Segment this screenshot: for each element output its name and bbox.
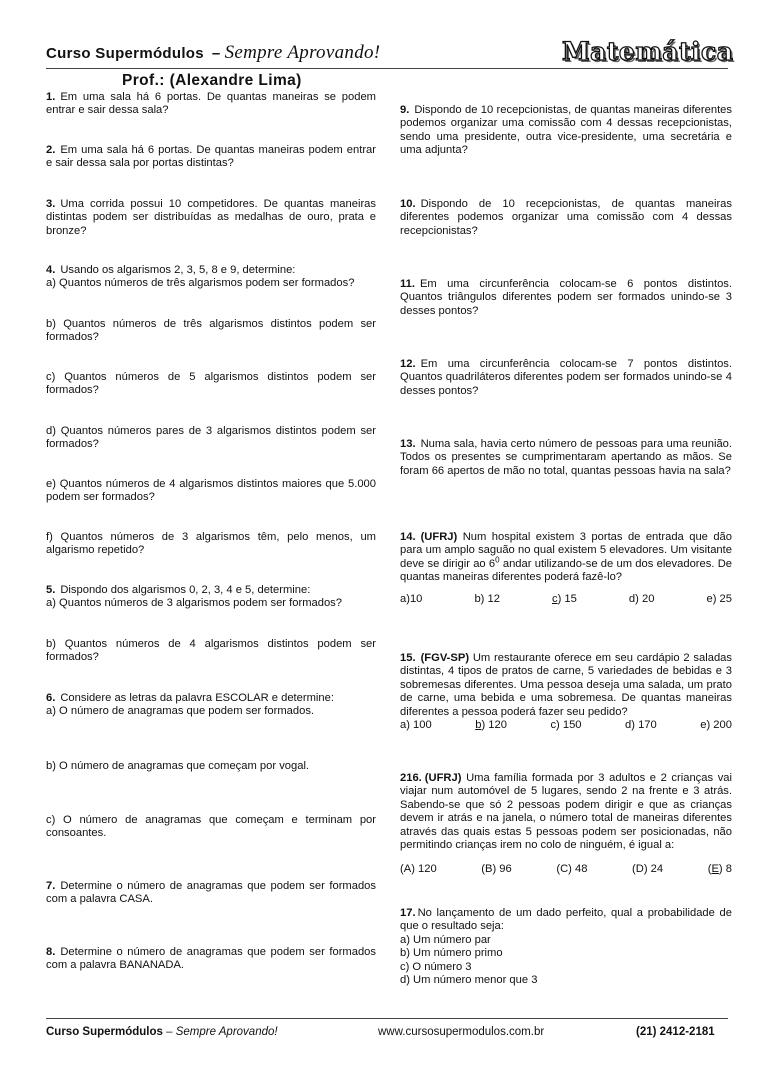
question-text: Em uma sala há 6 portas. De quantas maneiras se podem entrar e sair dessa sala? bbox=[46, 91, 376, 117]
question-11 bbox=[400, 278, 732, 318]
item-a: a) O número de anagramas que podem ser formados. bbox=[46, 705, 315, 718]
question-17 bbox=[400, 907, 732, 987]
question-number: 4. bbox=[46, 264, 56, 276]
item-b: b) O número de anagramas que começam por vogal. bbox=[46, 760, 310, 772]
question-source: (UFRJ) bbox=[424, 772, 462, 784]
subject-title: Matemática bbox=[562, 37, 734, 66]
option-b: b) 12 bbox=[474, 592, 500, 605]
question-number: 5. bbox=[46, 584, 56, 596]
question-text: Uma corrida possui 10 competidores. De quantas maneiras distintas podem ser distribuídas as medalhas de ouro, prata e bronze? bbox=[46, 198, 376, 237]
question-text: Um restaurante oferece em seu cardápio 2 saladas distintas, 4 tipos de pratos de carne, 5 variedades de bebidas e 3 sobremesas diferentes. Uma pessoa deseja uma salada, um prato de carne, uma bebida e uma sobremesa. De quantas maneiras diferentes a pessoa poderá fazer seu pedido? bbox=[400, 652, 732, 718]
question-4 bbox=[46, 264, 376, 291]
item-c: c) O número 3 bbox=[400, 960, 472, 973]
option-c: c) 150 bbox=[550, 719, 582, 732]
item-b: b) Quantos números de 4 algarismos distintos podem ser formados? bbox=[46, 638, 376, 664]
option-d: d) 20 bbox=[628, 592, 655, 605]
question-14 bbox=[400, 531, 732, 606]
question-number: 7. bbox=[46, 880, 56, 892]
header-dash: – bbox=[211, 45, 221, 62]
option-e: e) 25 bbox=[706, 592, 732, 605]
answer-options bbox=[400, 863, 732, 876]
question-8 bbox=[46, 946, 376, 973]
question-number: 14. bbox=[400, 531, 416, 543]
question-number: 3. bbox=[46, 198, 56, 210]
question-text: Dispondo de 10 recepcionistas, de quantas maneiras diferentes podemos organizar uma comissão com 4 dessas recepcionistas, sendo uma presidente, outra vice-presidente, uma secretária e uma adjunta? bbox=[400, 104, 732, 157]
question-text: Determine o número de anagramas que podem ser formados com a palavra BANANADA. bbox=[46, 946, 376, 972]
option-d: (D) 24 bbox=[632, 863, 664, 876]
question-3 bbox=[46, 198, 376, 238]
question-number: 2. bbox=[46, 144, 56, 156]
question-6 bbox=[46, 692, 376, 719]
question-number: 6. bbox=[46, 692, 56, 704]
question-4-c bbox=[46, 371, 376, 398]
item-e: e) Quantos números de 4 algarismos distintos maiores que 5.000 podem ser formados? bbox=[46, 478, 376, 504]
footer-course-name: Curso Supermódulos bbox=[46, 1026, 163, 1038]
option-e: e) 200 bbox=[700, 719, 732, 732]
question-4-f bbox=[46, 531, 376, 558]
question-number: 12. bbox=[400, 358, 416, 370]
item-d: d) Quantos números pares de 3 algarismos distintos podem ser formados? bbox=[46, 425, 376, 451]
question-10 bbox=[400, 198, 732, 238]
item-d: d) Um número menor que 3 bbox=[400, 974, 538, 987]
question-15 bbox=[400, 652, 732, 732]
question-12 bbox=[400, 358, 732, 398]
question-intro: No lançamento de um dado perfeito, qual a probabilidade de que o resultado seja: bbox=[400, 907, 732, 933]
question-text: Em uma circunferência colocam-se 6 pontos distintos. Quantos triângulos diferentes podem ser formados unindo-se 3 desses pontos? bbox=[400, 278, 732, 317]
question-number: 9. bbox=[400, 104, 410, 116]
question-4-b bbox=[46, 318, 376, 345]
question-number: 8. bbox=[46, 946, 56, 958]
question-5 bbox=[46, 584, 376, 611]
header-course bbox=[46, 42, 380, 64]
question-intro: Usando os algarismos 2, 3, 5, 8 e 9, determine: bbox=[60, 264, 296, 276]
course-name: Curso Supermódulos bbox=[46, 45, 204, 62]
option-d: d) 170 bbox=[625, 719, 657, 732]
option-b: b) 120 bbox=[475, 719, 507, 732]
question-source: (FGV-SP) bbox=[420, 652, 470, 664]
question-number: 11. bbox=[400, 278, 415, 290]
marked-letter: E bbox=[711, 863, 719, 876]
answer-options bbox=[400, 593, 732, 606]
question-text: Em uma circunferência colocam-se 7 pontos distintos. Quantos quadriláteros diferentes podem ser formados unindo-se 4 desses pontos? bbox=[400, 358, 732, 397]
question-6-c bbox=[46, 814, 376, 841]
question-number: 15. bbox=[400, 652, 416, 664]
question-2 bbox=[46, 144, 376, 171]
question-9 bbox=[400, 104, 732, 158]
marked-letter: c bbox=[552, 592, 558, 605]
question-intro: Dispondo dos algarismos 0, 2, 3, 4 e 5, determine: bbox=[60, 584, 311, 596]
item-a: a) Um número par bbox=[400, 933, 491, 946]
option-c: (C) 48 bbox=[556, 863, 588, 876]
item-f: f) Quantos números de 3 algarismos têm, pelo menos, um algarismo repetido? bbox=[46, 531, 376, 557]
question-number: 216. bbox=[400, 772, 422, 784]
question-text: Numa sala, havia certo número de pessoas para uma reunião. Todos os presentes se cumprimentaram apertando as mãos. Se foram 66 apertos de mão no total, quantas pessoas havia na sala? bbox=[400, 438, 732, 477]
question-number: 1. bbox=[46, 91, 56, 103]
question-text: Em uma sala há 6 portas. De quantas maneiras podem entrar e sair dessa sala por portas distintas? bbox=[46, 144, 376, 170]
footer-phone: (21) 2412-2181 bbox=[636, 1026, 715, 1038]
question-source: (UFRJ) bbox=[420, 531, 458, 543]
question-1 bbox=[46, 91, 376, 118]
option-a: a)10 bbox=[400, 592, 423, 605]
question-13 bbox=[400, 438, 732, 478]
question-text-cont: andar utilizando-se de um dos elevadores. De quantas maneiras diferentes poderá fazê-lo? bbox=[400, 557, 733, 584]
item-c: c) Quantos números de 5 algarismos distintos podem ser formados? bbox=[46, 371, 376, 397]
footer-divider bbox=[46, 1018, 728, 1019]
question-text: Dispondo de 10 recepcionistas, de quantas maneiras diferentes podemos organizar uma comissão com 4 dessas recepcionistas? bbox=[400, 198, 732, 237]
question-16 bbox=[400, 772, 732, 877]
professor-name: Prof.: (Alexandre Lima) bbox=[122, 72, 302, 89]
question-text: Uma família formada por 3 adultos e 2 crianças vai viajar num automóvel de 5 lugares, sendo 2 na frente e 3 atrás. Sabendo-se que só 2 pessoas podem dirigir e que as crianças devem ir atrás e na janela, o número total de maneiras diferentes através das quais estas 5 pessoas podem ser posicionadas, não permitindo crianças irem no colo de ninguém, é igual a: bbox=[400, 772, 732, 852]
option-a: a) 100 bbox=[400, 719, 432, 732]
header-divider bbox=[46, 68, 728, 69]
course-motto: Sempre Aprovando! bbox=[224, 42, 381, 63]
marked-letter: b bbox=[475, 719, 482, 732]
answer-options bbox=[400, 719, 732, 732]
question-number: 13. bbox=[400, 438, 416, 450]
item-a: a) Quantos números de três algarismos podem ser formados? bbox=[46, 277, 355, 290]
item-a: a) Quantos números de 3 algarismos podem ser formados? bbox=[46, 597, 342, 610]
footer-course bbox=[46, 1026, 278, 1038]
ordinal-superscript: 0 bbox=[495, 555, 500, 565]
item-c: c) O número de anagramas que começam e terminam por consoantes. bbox=[46, 814, 376, 840]
footer-website: www.cursosupermodulos.com.br bbox=[378, 1026, 545, 1038]
footer-motto: – Sempre Aprovando! bbox=[162, 1026, 278, 1038]
question-7 bbox=[46, 880, 376, 907]
question-text: Num hospital existem 3 portas de entrada que dão para um amplo saguão no qual existem 5 elevadores. Um visitante deve se dirigir ao 6 bbox=[400, 531, 732, 570]
question-6-b bbox=[46, 760, 376, 773]
footer bbox=[46, 1026, 736, 1042]
question-5-b bbox=[46, 638, 376, 665]
option-c: c) 15 bbox=[552, 592, 577, 605]
question-4-d bbox=[46, 425, 376, 452]
question-number: 17. bbox=[400, 907, 416, 919]
option-b: (B) 96 bbox=[481, 863, 512, 876]
question-intro: Considere as letras da palavra ESCOLAR e determine: bbox=[60, 692, 334, 704]
question-number: 10. bbox=[400, 198, 416, 210]
item-b: b) Quantos números de três algarismos distintos podem ser formados? bbox=[46, 318, 376, 344]
item-b: b) Um número primo bbox=[400, 947, 503, 960]
question-text: Determine o número de anagramas que podem ser formados com a palavra CASA. bbox=[46, 880, 376, 906]
option-e: (E) 8 bbox=[707, 863, 732, 876]
header bbox=[46, 37, 734, 69]
question-4-e bbox=[46, 478, 376, 505]
option-a: (A) 120 bbox=[400, 863, 437, 876]
